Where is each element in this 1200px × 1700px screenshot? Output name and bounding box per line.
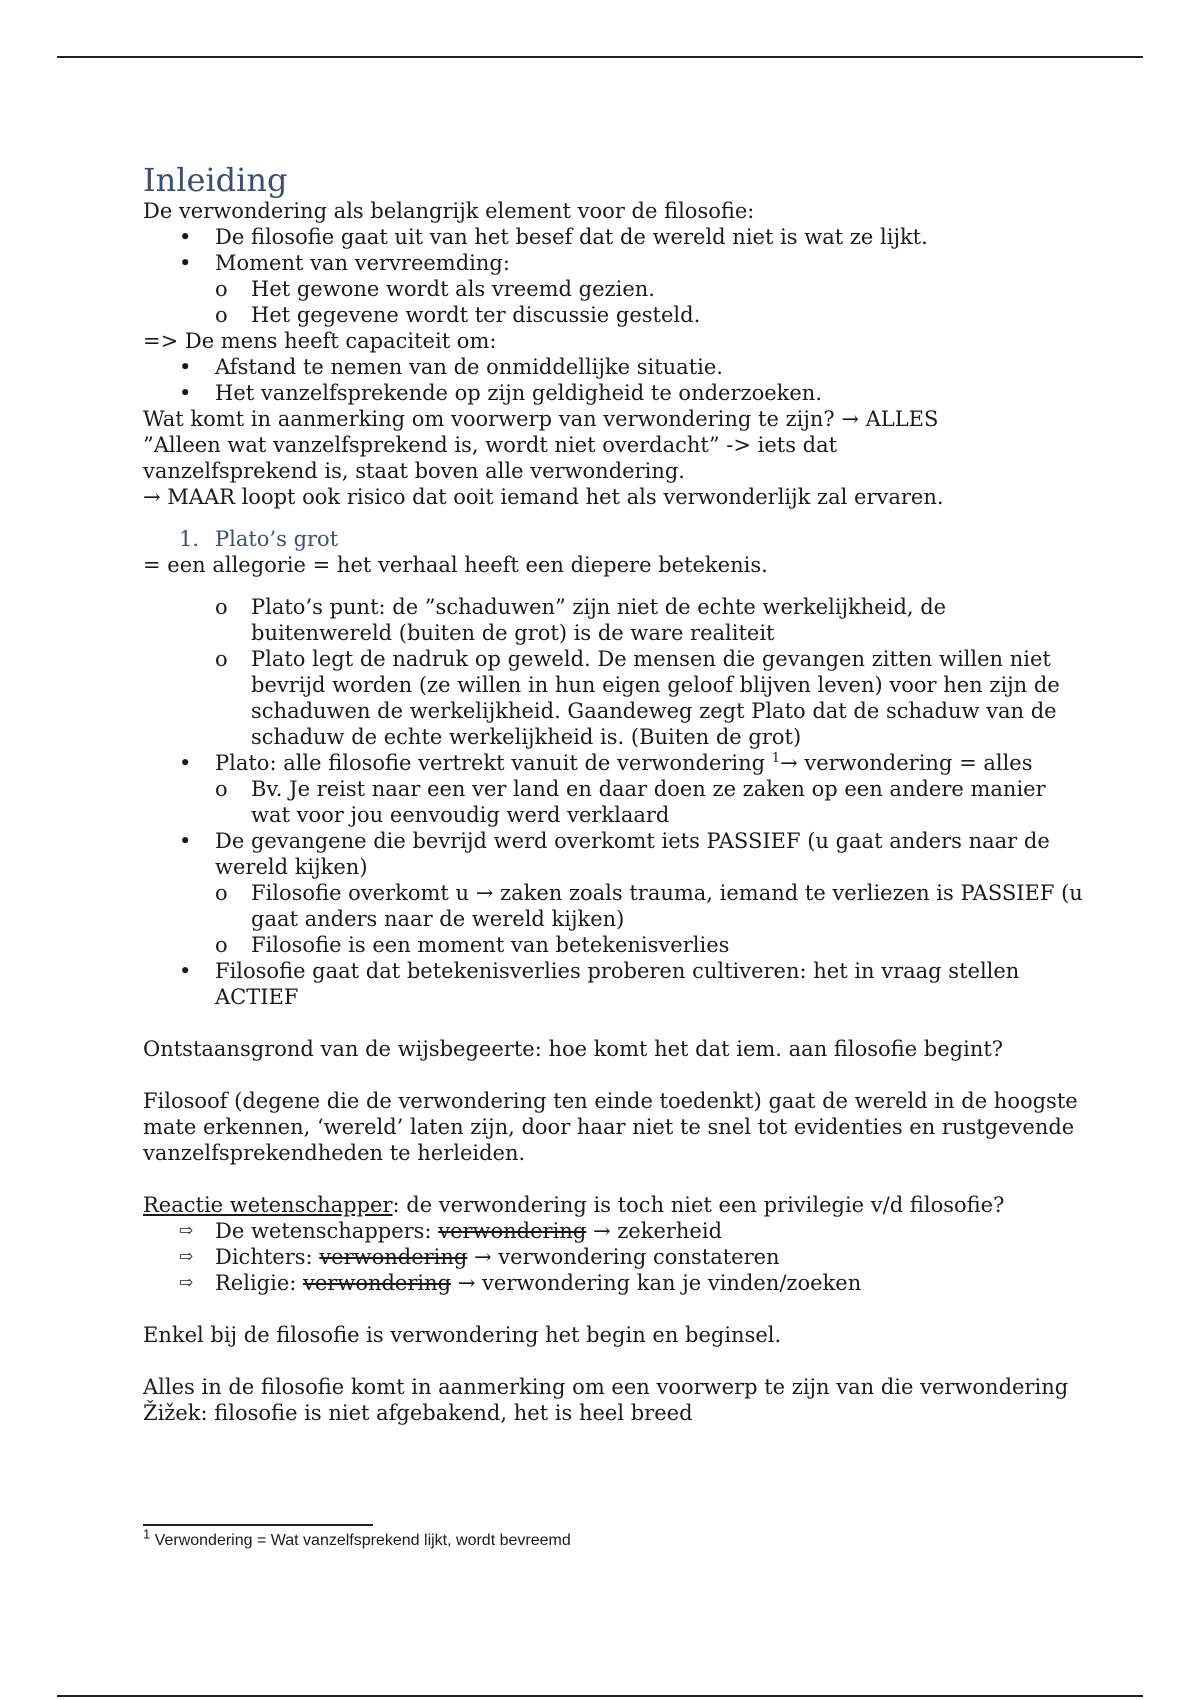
item-suffix: → zekerheid: [586, 1219, 723, 1243]
bullet-text: → verwondering = alles: [780, 751, 1033, 775]
bullet-list: [143, 224, 1083, 276]
footnote-ref[interactable]: 1: [771, 751, 781, 766]
item-prefix: Dichters:: [215, 1245, 320, 1269]
paragraph: ”Alleen wat vanzelfsprekend is, wordt niet overdacht” -> iets dat vanzelfsprekend is, staat boven alle verwondering.: [143, 433, 838, 483]
item-prefix: Religie:: [215, 1271, 304, 1295]
struck-text: verwondering: [319, 1245, 468, 1269]
list-item: • Het vanzelfsprekende op zijn geldigheid te onderzoeken.: [215, 380, 1083, 406]
bullet-list: [143, 750, 1083, 1010]
list-item: o Filosofie is een moment van betekenisverlies: [251, 932, 1083, 958]
struck-text: verwondering: [438, 1219, 587, 1243]
item-prefix: De wetenschappers:: [215, 1219, 439, 1243]
list-item: o Filosofie overkomt u → zaken zoals trauma, iemand te verliezen is PASSIEF (u gaat anders naar de wereld kijken): [251, 880, 1083, 932]
list-item: [215, 750, 1083, 828]
footnote-text: Verwondering = Wat vanzelfsprekend lijkt, wordt bevreemd: [150, 1532, 571, 1549]
capacity-text: => De mens heeft capaciteit om:: [143, 329, 497, 353]
list-item: o Het gegevene wordt ter discussie gesteld.: [251, 302, 1083, 328]
bullet-text: Plato: alle filosofie vertrekt vanuit de verwondering: [215, 751, 772, 775]
list-item: • Filosofie gaat dat betekenisverlies proberen cultiveren: het in vraag stellen ACTIEF: [215, 958, 1083, 1010]
paragraph: → MAAR loopt ook risico dat ooit iemand het als verwonderlijk zal ervaren.: [143, 485, 944, 509]
item-suffix: → verwondering constateren: [467, 1245, 780, 1269]
intro-text: De verwondering als belangrijk element voor de filosofie:: [143, 199, 755, 223]
section-heading: [143, 526, 1083, 552]
paragraph: = een allegorie = het verhaal heeft een diepere betekenis.: [143, 553, 768, 577]
list-item: o Het gewone wordt als vreemd gezien.: [251, 276, 1083, 302]
paragraph: Enkel bij de filosofie is verwondering het begin en beginsel.: [143, 1323, 782, 1347]
arrow-list: [143, 1218, 1083, 1296]
list-item: • Moment van vervreemding:: [215, 250, 1083, 276]
underlined-label: Reactie wetenschapper: [143, 1193, 393, 1217]
sub-list: [215, 880, 1083, 958]
paragraph: [143, 1192, 1083, 1218]
item-suffix: → verwondering kan je vinden/zoeken: [451, 1271, 862, 1295]
header-rule: [57, 56, 1143, 58]
sub-list: [215, 776, 1083, 828]
list-item: o Bv. Je reist naar een ver land en daar doen ze zaken op een andere manier wat voor jou eenvoudig werd verklaard: [251, 776, 1083, 828]
page-title: Inleiding: [143, 161, 288, 199]
paragraph: Ontstaansgrond van de wijsbegeerte: hoe komt het dat iem. aan filosofie begint?: [143, 1037, 1004, 1061]
list-item: o Plato’s punt: de ”schaduwen” zijn niet de echte werkelijkheid, de buitenwereld (buiten de grot) is de ware realiteit: [251, 594, 1083, 646]
list-item: • De filosofie gaat uit van het besef dat de wereld niet is wat ze lijkt.: [215, 224, 1083, 250]
paragraph: Wat komt in aanmerking om voorwerp van verwondering te zijn? → ALLES: [143, 407, 939, 431]
footnote-separator: [143, 1524, 373, 1526]
section-number: 1.: [179, 527, 200, 551]
document-body: [143, 162, 1083, 1426]
list-item: o Plato legt de nadruk op geweld. De mensen die gevangen zitten willen niet bevrijd worden (ze willen in hun eigen geloof blijven leven) voor hen zijn de schaduwen de werkelijkheid. Gaandeweg zegt Plato dat de schaduw van de schaduw de echte werkelijkheid is. (Buiten de grot): [251, 646, 1083, 750]
struck-text: verwondering: [303, 1271, 452, 1295]
list-item: [215, 828, 1083, 958]
list-item: • Afstand te nemen van de onmiddellijke situatie.: [215, 354, 1083, 380]
paragraph: Alles in de filosofie komt in aanmerking om een voorwerp te zijn van die verwondering Žižek: filosofie is niet afgebakend, het is heel breed: [143, 1375, 1069, 1425]
sub-list: [143, 276, 1083, 328]
bullet-list: [143, 354, 1083, 406]
bullet-text: De gevangene die bevrijd werd overkomt iets PASSIEF (u gaat anders naar de wereld kijken): [215, 829, 1050, 879]
list-item: [215, 1270, 1083, 1296]
paragraph: Filosoof (degene die de verwondering ten einde toedenkt) gaat de wereld in de hoogste mate erkennen, ‘wereld’ laten zijn, door haar niet te snel tot evidenties en rustgevende vanzelfsprekendheden te herleiden.: [143, 1089, 1078, 1165]
section-title: Plato’s grot: [215, 527, 339, 551]
footnote: [143, 1526, 571, 1550]
list-item: [215, 1244, 1083, 1270]
footnote-mark: 1: [143, 1526, 151, 1542]
paragraph-text: : de verwondering is toch niet een privilegie v/d filosofie?: [392, 1193, 1005, 1217]
sub-list: [143, 594, 1083, 750]
list-item: [215, 1218, 1083, 1244]
footer-rule: [57, 1695, 1143, 1697]
